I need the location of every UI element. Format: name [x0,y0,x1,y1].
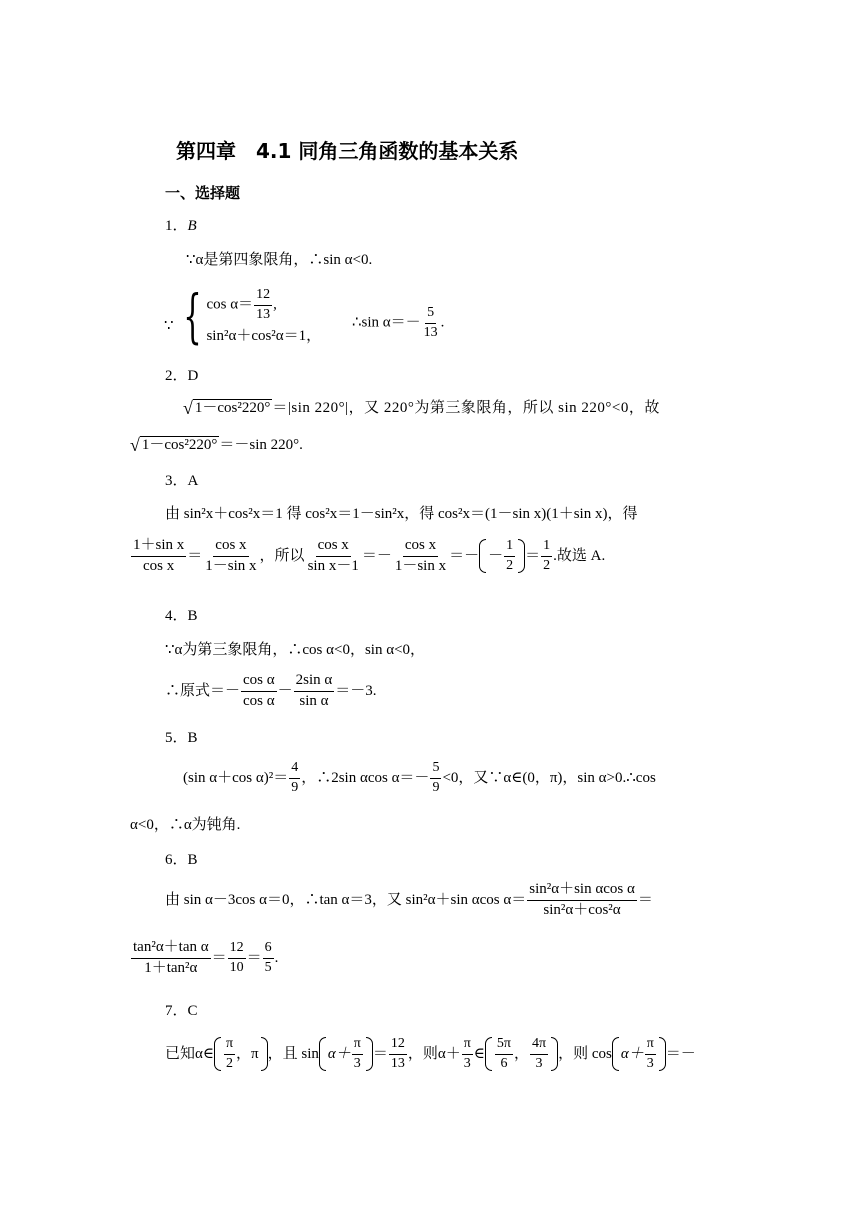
q3-result-frac: $\frac{1}{2}$ [543,538,551,573]
q2-label: 2． [165,368,188,384]
section-heading: 一、选择题 [165,184,241,202]
q3-frac-3: $\frac{\text{cos x}}{\text{sin x－1}}$ [307,537,359,574]
q6-answer: B [187,852,198,868]
q1-line1: ∵α是第四象限角，∴sin α<0. [186,252,373,268]
q3-line2: $\frac{\text{1＋sin x}}{\text{cos x}}$ ＝ $\frac{\text{cos x}}{\text{1－sin x}}$ ，所以 $\frac{\text{cos x}}{\text{sin x－1}}$ ＝－ $\frac{\text{cos x}}{\text{1－sin x}}$ ＝－ － $\frac{1}{2}$ ＝ $\frac{1}{2}$ .故选 A. [133,537,606,574]
q3-frac-4: $\frac{\text{cos x}}{\text{1－sin x}}$ [394,537,447,574]
q1-case1: cos α＝ $\frac{12}{13}$ , [206,287,277,322]
q2-line1: √ 1－cos²220° ＝|sin 220°|，又 220°为第三象限角，所以 sin 220°<0，故 [183,398,660,418]
q4-answer: B [187,608,198,624]
q6-line1: 由 sin α－3cos α＝0，∴tan α＝3，又 sin²α＋sin αcos α＝ $\frac{\text{sin²α＋sin αcos α}}{\text{sin²α＋cos²α}}$ ＝ [165,881,653,918]
q1-cases [174,282,322,350]
q7-paren-sin: α＋ $\frac{\pi}{3}$ [319,1037,373,1071]
q1-since: ∵ [164,317,174,334]
q3-frac-1: $\frac{\text{1＋sin x}}{\text{cos x}}$ [133,537,185,574]
q7-header [165,1004,198,1019]
q5-answer: B [187,730,198,746]
q2-sqrt-2: √ 1－cos²220° [130,435,218,455]
q1-conclusion: ∴sin α＝－ $\frac{5}{13}$ . [352,305,445,340]
q4-line1: ∵α为第三象限角，∴cos α<0，sin α<0， [165,642,426,658]
q6-header [165,853,198,868]
q7-interval-1: $\frac{\pi}{2}$ ，π [214,1037,268,1071]
q7-frac-pi3: $\frac{\pi}{3}$ [463,1036,471,1071]
q3-line1: 由 sin²x＋cos²x＝1 得 cos²x＝1－sin²x，得 cos²x＝(1－sin x)(1＋sin x)，得 [165,506,638,522]
q1-header [165,219,197,234]
q5-line1: (sin α＋cos α)²＝ $\frac{4}{9}$ ，∴2sin αcos α＝－ $\frac{5}{9}$ <0，又∵α∈(0，π)，sin α>0.∴cos [183,760,656,795]
q2-line2: √ 1－cos²220° ＝－sin 220°. [130,435,303,455]
q1-conclusion-frac: $\frac{5}{13}$ [423,305,438,340]
q5-frac-2: $\frac{5}{9}$ [432,760,440,795]
q5-line2: α<0，∴α为钝角. [130,817,241,833]
radical-icon: √ [183,398,193,418]
q1-case2: sin²α＋cos²α＝1， [206,327,322,344]
q4-header [165,609,198,624]
q3-label: 3． [165,473,188,489]
q4-label: 4． [165,608,188,624]
q1-label: 1． [165,218,188,234]
q4-line2: ∴原式＝－ $\frac{\text{cos α}}{\text{cos α}}$ － $\frac{\text{2sin α}}{\text{sin α}}$ ＝－3. [165,672,377,709]
q3-frac-2: $\frac{\text{cos x}}{\text{1－sin x}}$ [205,537,257,574]
q6-frac-3: $\frac{12}{10}$ [229,940,244,975]
q2-answer: D [187,368,199,384]
q7-interval-2: $\frac{5\pi}{6}$ ， $\frac{4\pi}{3}$ [485,1037,558,1071]
left-brace-icon: { [182,282,202,350]
q1-case1-frac: $\frac{12}{13}$ [256,287,271,322]
q7-answer: C [187,1003,198,1019]
q7-label: 7． [165,1003,188,1019]
q3-answer: A [187,473,199,489]
q7-paren-cos: α＋ $\frac{\pi}{3}$ [612,1037,666,1071]
radical-icon: √ [130,435,140,455]
q5-header [165,731,198,746]
q7-line1: 已知α∈ $\frac{\pi}{2}$ ，π ，且 sin α＋ $\frac{\pi}{3}$ ＝ $\frac{12}{13}$ ，则α＋ $\frac{\pi}{3}$ ∈ $\frac{5\pi}{6}$ ， $\frac{4\pi}{3}$ ，则 cos α＋ $\frac{\pi}{3}$ ＝－ [165,1036,696,1071]
q2-header [165,369,198,384]
q4-frac-1: $\frac{\text{cos α}}{\text{cos α}}$ [243,672,275,709]
q3-header [165,474,198,489]
q6-line2: $\frac{\text{tan²α＋tan α}}{\text{1＋tan²α}}$ ＝ $\frac{12}{10}$ ＝ $\frac{6}{5}$ . [133,939,279,976]
q5-label: 5． [165,730,188,746]
q6-frac-4: $\frac{6}{5}$ [264,940,272,975]
q4-frac-2: $\frac{\text{2sin α}}{\text{sin α}}$ [295,672,333,709]
page-title: 第四章 4.1 同角三角函数的基本关系 [176,139,519,163]
q1-answer: B [187,218,197,234]
q2-sqrt-1: √ 1－cos²220° [183,398,271,418]
q1-system [164,282,322,350]
q5-frac-1: $\frac{4}{9}$ [291,760,299,795]
q6-frac-1: $\frac{\text{sin²α＋sin αcos α}}{\text{sin²α＋cos²α}}$ [529,881,635,918]
q6-label: 6． [165,852,188,868]
q6-frac-2: $\frac{\text{tan²α＋tan α}}{\text{1＋tan²α}}$ [133,939,209,976]
q3-paren-group: － $\frac{1}{2}$ [479,539,525,573]
q7-frac-12-13: $\frac{12}{13}$ [390,1036,405,1071]
